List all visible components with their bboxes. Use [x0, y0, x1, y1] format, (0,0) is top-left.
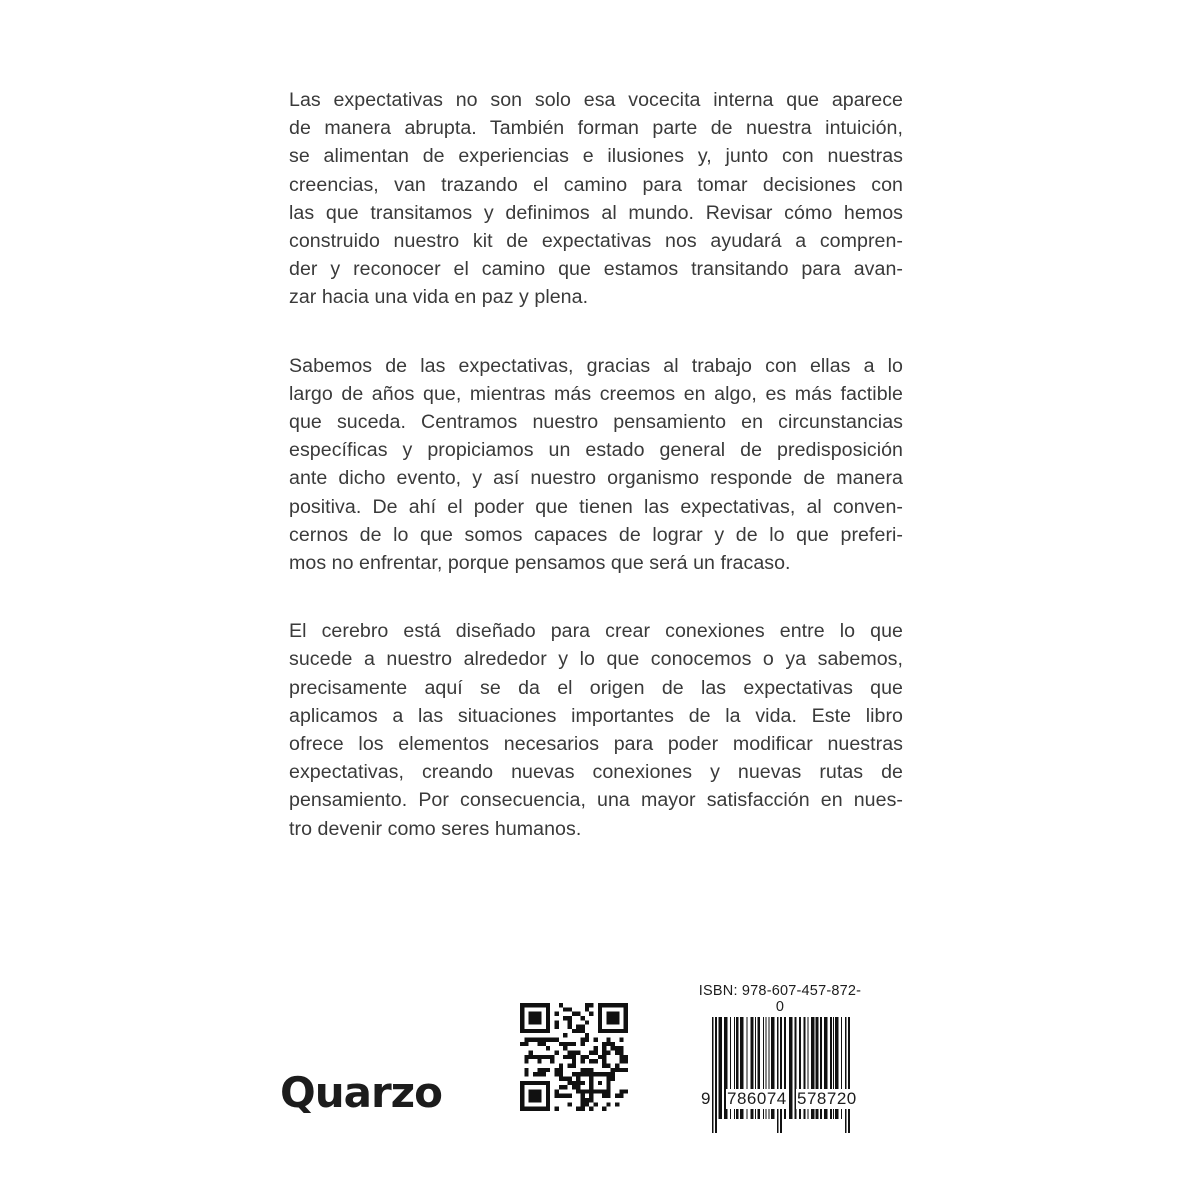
paragraph — [289, 617, 903, 843]
text-line: precisamente aquí se da el origen de las expectativas que — [289, 676, 903, 699]
text-line: específicas y propiciamos un estado general de predisposición — [289, 439, 903, 462]
text-line: Sabemos de las expectativas, gracias al trabajo con ellas a lo — [289, 354, 903, 377]
text-line: creencias, van trazando el camino para tomar decisiones con — [289, 173, 903, 196]
text-line: mos no enfrentar, porque pensamos que será un fracaso. — [289, 552, 791, 575]
text-line: tro devenir como seres humanos. — [289, 817, 582, 840]
text-line: ante dicho evento, y así nuestro organismo responde de manera — [289, 467, 903, 490]
barcode — [696, 983, 864, 1133]
text-line: aplicamos a las situaciones importantes de la vida. Este libro — [289, 704, 903, 727]
text-line: positiva. De ahí el poder que tienen las expectativas, al conven- — [289, 495, 903, 518]
text-line: las que transitamos y definimos al mundo. Revisar cómo hemos — [289, 201, 903, 224]
barcode-icon — [696, 1017, 864, 1133]
text-line: de manera abrupta. También forman parte de nuestra intuición, — [289, 117, 903, 140]
text-line: se alimentan de experiencias e ilusiones y, junto con nuestras — [289, 145, 903, 168]
barcode-digit-group-left: 786074 — [727, 1089, 787, 1108]
text-line: Las expectativas no son solo esa vocecita interna que aparece — [289, 89, 903, 111]
text-line: ofrece los elementos necesarios para poder modificar nuestras — [289, 733, 903, 756]
text-line: cernos de lo que somos capaces de lograr y de lo que preferi- — [289, 523, 903, 546]
publisher-logo: Quarzo — [280, 1068, 442, 1117]
text-line: construido nuestro kit de expectativas nos ayudará a compren- — [289, 230, 903, 253]
text-line: El cerebro está diseñado para crear conexiones entre lo que — [289, 620, 903, 643]
text-line: largo de años que, mientras más creemos en algo, es más factible — [289, 382, 903, 405]
back-cover-text — [289, 86, 903, 883]
text-line: que suceda. Centramos nuestro pensamiento en circunstancias — [289, 411, 903, 434]
paragraph — [289, 86, 903, 312]
text-line: pensamiento. Por consecuencia, una mayor satisfacción en nues- — [289, 789, 903, 812]
barcode-digit-first: 9 — [701, 1089, 711, 1108]
text-line: der y reconocer el camino que estamos transitando para avan- — [289, 258, 903, 281]
text-line: sucede a nuestro alrededor y lo que conocemos o ya sabemos, — [289, 648, 903, 671]
isbn-label: ISBN: 978-607-457-872-0 — [698, 983, 862, 1015]
text-line: expectativas, creando nuevas conexiones y nuevas rutas de — [289, 761, 903, 784]
qr-code-icon — [520, 1003, 628, 1111]
paragraph — [289, 352, 903, 578]
barcode-digit-group-right: 578720 — [797, 1089, 857, 1108]
text-line: zar hacia una vida en paz y plena. — [289, 286, 589, 309]
